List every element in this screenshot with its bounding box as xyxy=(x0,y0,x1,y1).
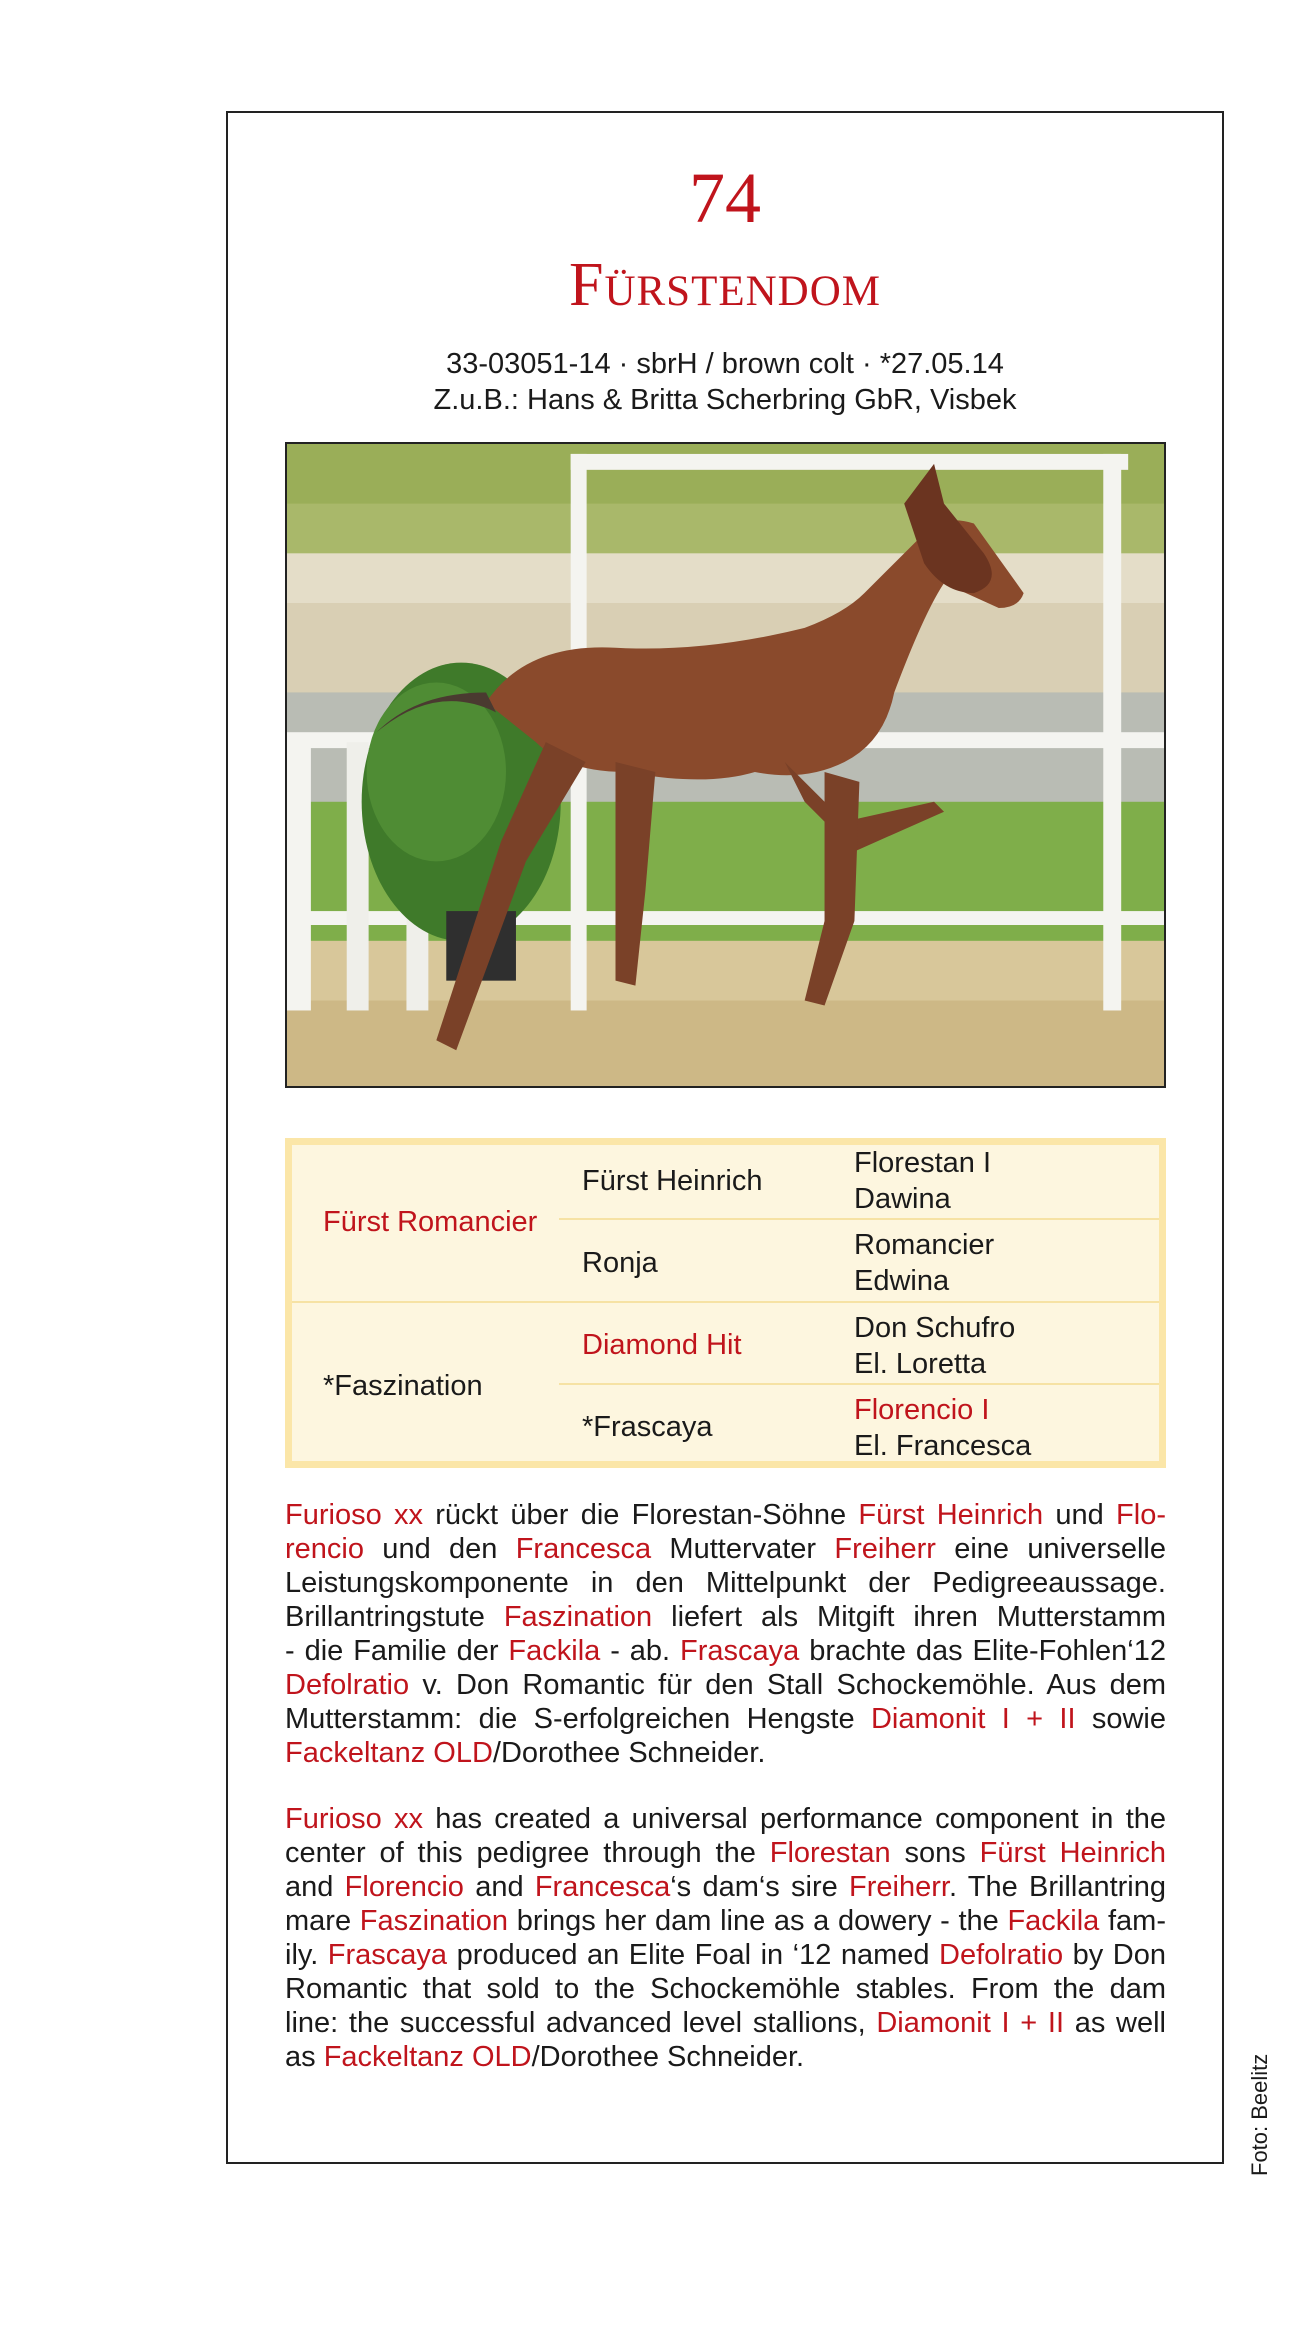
de-line-4 xyxy=(285,1600,1166,1634)
breeder-line: Z.u.B.: Hans & Britta Scherbring GbR, Visbek xyxy=(433,384,1017,416)
en-line-3 xyxy=(285,1870,1166,1904)
ref-name: Furioso xx xyxy=(285,1499,423,1531)
dam-sire: Diamond Hit xyxy=(582,1329,742,1361)
text-run: Muttervater xyxy=(651,1533,835,1565)
de-line-8 xyxy=(285,1736,1166,1770)
text-run: and xyxy=(463,1871,535,1903)
text-run: liefert als Mitgift ihren Mutterstamm xyxy=(652,1601,1166,1633)
text-run: fam- xyxy=(1099,1905,1166,1937)
text-run: has created a universal performance component in the xyxy=(422,1803,1167,1835)
dam: *Faszination xyxy=(323,1370,483,1402)
ref-name: Diamonit I + II xyxy=(870,1703,1076,1735)
text-run: line: the successful advanced level stallions, xyxy=(285,2007,877,2039)
ref-name: Fürst Heinrich xyxy=(858,1499,1044,1531)
text-run: Mutterstamm: die S-erfolgreichen Hengste xyxy=(285,1703,871,1735)
dam-dam: *Frascaya xyxy=(582,1411,713,1443)
text-run: ily. xyxy=(285,1939,328,1971)
ref-name: Fackeltanz OLD xyxy=(323,2041,532,2073)
de-line-3: Leistungskomponente in den Mittelpunkt der Pedigreeaussage. xyxy=(285,1567,1166,1599)
ref-name: Fürst Heinrich xyxy=(979,1837,1166,1869)
en-line-7 xyxy=(285,2006,1166,2040)
text-run: rückt über die Florestan-Söhne xyxy=(422,1499,859,1531)
text-run: brings her dam line as a dowery - the xyxy=(508,1905,1008,1937)
ref-name: Florencio xyxy=(344,1871,464,1903)
text-run: mare xyxy=(285,1905,360,1937)
sire: Fürst Romancier xyxy=(323,1206,538,1238)
en-line-8 xyxy=(285,2040,1166,2074)
text-run: Brillantringstute xyxy=(285,1601,504,1633)
ref-name: rencio xyxy=(285,1533,364,1565)
text-run: as well xyxy=(1064,2007,1167,2039)
de-line-7 xyxy=(285,1702,1166,1736)
dd-dam: El. Francesca xyxy=(854,1430,1032,1462)
ref-name: Freiherr xyxy=(834,1533,936,1565)
pedigree-divider xyxy=(832,1218,1159,1220)
pedigree-table xyxy=(285,1138,1166,1468)
sire-sire: Fürst Heinrich xyxy=(582,1165,763,1197)
pedigree-divider xyxy=(559,1383,1159,1385)
photo-credit: Foto: Beelitz xyxy=(1247,2053,1272,2176)
en-line-2 xyxy=(285,1836,1166,1870)
en-line-1 xyxy=(285,1802,1166,1836)
text-run: - ab. xyxy=(600,1635,681,1667)
registration-line: 33-03051-14 · sbrH / brown colt · *27.05.14 xyxy=(446,348,1004,380)
ref-name: Francesca xyxy=(534,1871,671,1903)
text-run: brachte das Elite-Fohlen‘12 xyxy=(799,1635,1166,1667)
pedigree-divider xyxy=(292,1301,1159,1303)
ref-name: Fackila xyxy=(508,1635,601,1667)
en-line-6: Romantic that sold to the Schockemöhle stables. From the dam xyxy=(285,1973,1166,2005)
text-run: eine universelle xyxy=(935,1533,1166,1565)
text-run: und den xyxy=(364,1533,516,1565)
ref-name: Freiherr xyxy=(849,1871,949,1903)
text-run: sons xyxy=(890,1837,980,1869)
ref-name: Flo- xyxy=(1116,1499,1166,1531)
text-run: - die Familie der xyxy=(285,1635,509,1667)
ref-name: Furioso xx xyxy=(285,1803,423,1835)
text-run: ‘s dam‘s sire xyxy=(670,1871,850,1903)
de-line-5 xyxy=(285,1634,1166,1668)
de-line-1 xyxy=(285,1498,1166,1532)
ref-name: Faszination xyxy=(503,1601,653,1633)
ref-name: Francesca xyxy=(515,1533,652,1565)
ref-name: Diamonit I + II xyxy=(876,2007,1065,2039)
foal-illustration xyxy=(287,444,1164,1086)
ss-dam: Dawina xyxy=(854,1183,951,1215)
sd-sire: Romancier xyxy=(854,1229,995,1261)
ds-dam: El. Loretta xyxy=(854,1348,987,1380)
horse-name: Fürstendom xyxy=(568,251,882,319)
ref-name: Defolratio xyxy=(285,1669,410,1701)
ref-name: Fackeltanz OLD xyxy=(285,1737,493,1769)
description-english xyxy=(285,1802,1166,2074)
ref-name: Fackila xyxy=(1007,1905,1100,1937)
ref-name: Frascaya xyxy=(327,1939,448,1971)
text-run: /Dorothee Schneider. xyxy=(492,1737,766,1769)
description-german xyxy=(285,1498,1166,1770)
ref-name: Frascaya xyxy=(680,1635,800,1667)
en-line-4 xyxy=(285,1904,1166,1938)
text-run: produced an Elite Foal in ‘12 named xyxy=(447,1939,940,1971)
text-run: und xyxy=(1043,1499,1117,1531)
text-run: and xyxy=(285,1871,345,1903)
de-line-2 xyxy=(285,1532,1166,1566)
text-run: center of this pedigree through the xyxy=(285,1837,770,1869)
ss-sire: Florestan I xyxy=(854,1147,991,1179)
text-run: as xyxy=(285,2041,324,2073)
sire-dam: Ronja xyxy=(582,1247,658,1279)
horse-photo xyxy=(285,442,1166,1088)
text-run: v. Don Romantic für den Stall Schockemöhle. Aus dem xyxy=(409,1669,1166,1701)
text-run: /Dorothee Schneider. xyxy=(531,2041,805,2073)
text-run: . The Brillantring xyxy=(948,1871,1166,1903)
ref-name: Florestan xyxy=(769,1837,891,1869)
text-run: sowie xyxy=(1075,1703,1166,1735)
de-line-6 xyxy=(285,1668,1166,1702)
ref-name: Faszination xyxy=(359,1905,509,1937)
text-run: by Don xyxy=(1063,1939,1166,1971)
ref-name: Defolratio xyxy=(939,1939,1064,1971)
en-line-5 xyxy=(285,1938,1166,1972)
lot-number: 74 xyxy=(689,158,761,238)
dd-sire: Florencio I xyxy=(854,1394,990,1426)
ds-sire: Don Schufro xyxy=(854,1312,1016,1344)
sd-dam: Edwina xyxy=(854,1265,950,1297)
